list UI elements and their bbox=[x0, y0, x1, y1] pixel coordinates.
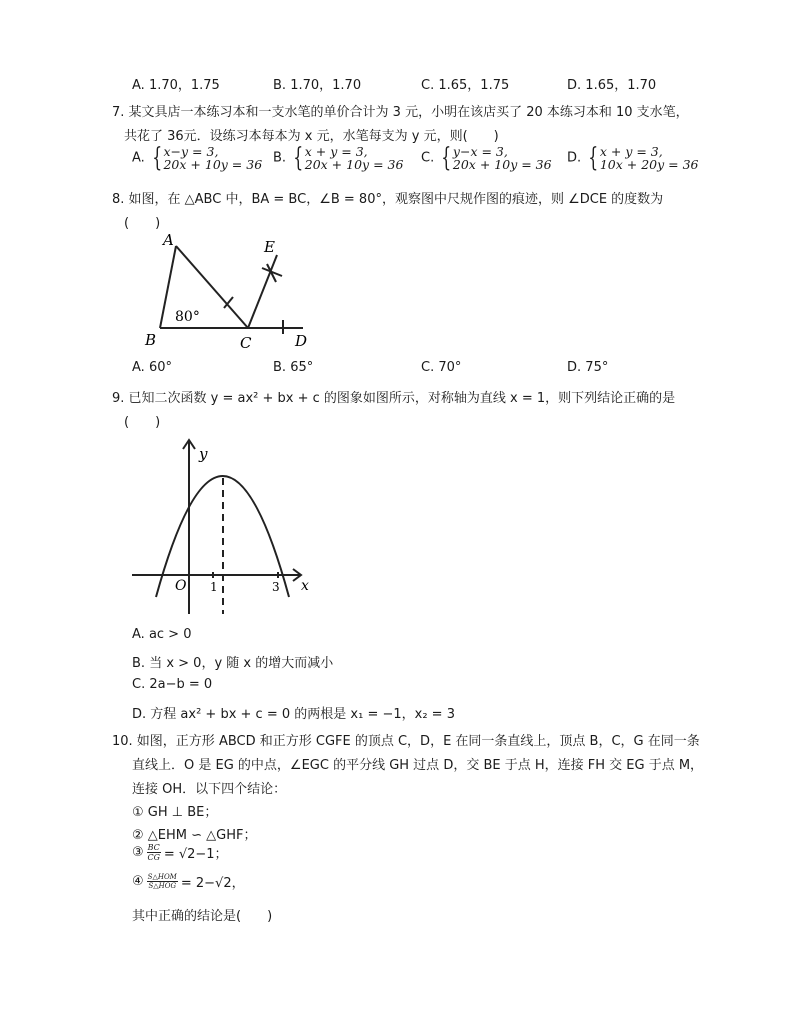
label-d: D bbox=[295, 332, 308, 350]
label-x: x bbox=[301, 578, 309, 594]
label-b: B bbox=[145, 331, 157, 349]
q7-stem-line1: 7. 某文具店一本练习本和一支水笔的单价合计为 3 元，小明在该店买了 20 本练习本和 10 支水笔， bbox=[112, 105, 689, 120]
q6-option-a: A. 1.70，1.75 bbox=[132, 78, 220, 93]
ray-ce bbox=[248, 255, 277, 328]
q7-option-d: D. { x + y = 3, 10x + 20y = 36 bbox=[567, 143, 699, 173]
q10-conclusion-2: ② △EHM ∽ △GHF； bbox=[132, 828, 257, 843]
q9-option-d: D. 方程 ax² + bx + c = 0 的两根是 x₁ = −1，x₂ = 3 bbox=[132, 707, 455, 722]
q8-option-a: A. 60° bbox=[132, 360, 172, 375]
angle-label: 80° bbox=[175, 309, 200, 325]
q10-stem-line2: 直线上．O 是 EG 的中点，∠EGC 的平分线 GH 过点 D，交 BE 于点 H，连接 FH 交 EG 于点 M， bbox=[132, 758, 704, 773]
label-y: y bbox=[199, 445, 208, 463]
q6-option-c: C. 1.65，1.75 bbox=[421, 78, 510, 93]
q9-stem-line1: 9. 已知二次函数 y = ax² + bx + c 的图象如图所示，对称轴为直线 x = 1，则下列结论正确的是 bbox=[112, 391, 676, 406]
q8-stem-line1: 8. 如图，在 △ABC 中，BA = BC，∠B = 80°，观察图中尺规作图的痕迹，则 ∠DCE 的度数为 bbox=[112, 192, 664, 207]
label-origin: O bbox=[175, 578, 187, 594]
q9-option-a: A. ac > 0 bbox=[132, 627, 192, 642]
q8-triangle-figure bbox=[140, 228, 330, 354]
q10-conclusion-3: ③ $\frac{BC}{CG}$ = √2−1； bbox=[132, 843, 228, 862]
q7-option-a: A. { x−y = 3, 20x + 10y = 36 bbox=[132, 143, 263, 173]
q9-option-b: B. 当 x > 0，y 随 x 的增大而减小 bbox=[132, 656, 334, 671]
q6-option-b: B. 1.70，1.70 bbox=[273, 78, 362, 93]
label-e: E bbox=[264, 238, 275, 256]
label-a: A bbox=[163, 231, 174, 249]
q10-stem-line3: 连接 OH．以下四个结论： bbox=[132, 782, 287, 797]
q9-parabola-figure bbox=[128, 432, 318, 622]
q10-conclusion-4: ④ $\frac{\text{S△HOM}}{\text{S△HOG}}$ = 2−√2， bbox=[132, 873, 245, 891]
label-three: 3 bbox=[272, 580, 280, 594]
label-c: C bbox=[240, 334, 252, 352]
q10-ending: 其中正确的结论是( ) bbox=[132, 909, 273, 924]
q10-stem-line1: 10. 如图，正方形 ABCD 和正方形 CGFE 的顶点 C，D，E 在同一条直线上，顶点 B，C，G 在同一条 bbox=[112, 734, 700, 749]
q7-option-b: B. { x + y = 3, 20x + 10y = 36 bbox=[273, 143, 404, 173]
q7-option-c: C. { y−x = 3, 20x + 10y = 36 bbox=[421, 143, 552, 173]
q7-stem-line2: 共花了 36元．设练习本每本为 x 元，水笔每支为 y 元，则( ) bbox=[124, 129, 499, 144]
label-one: 1 bbox=[210, 580, 218, 594]
q6-option-d: D. 1.65，1.70 bbox=[567, 78, 657, 93]
q9-stem-line2: ( ) bbox=[124, 415, 161, 430]
q9-option-c: C. 2a−b = 0 bbox=[132, 677, 213, 692]
segment-ab bbox=[160, 246, 176, 328]
q8-option-b: B. 65° bbox=[273, 360, 314, 375]
q8-option-c: C. 70° bbox=[421, 360, 462, 375]
q10-conclusion-1: ① GH ⊥ BE； bbox=[132, 805, 218, 820]
q8-option-d: D. 75° bbox=[567, 360, 609, 375]
q8-stem-line2: ( ) bbox=[124, 216, 161, 231]
